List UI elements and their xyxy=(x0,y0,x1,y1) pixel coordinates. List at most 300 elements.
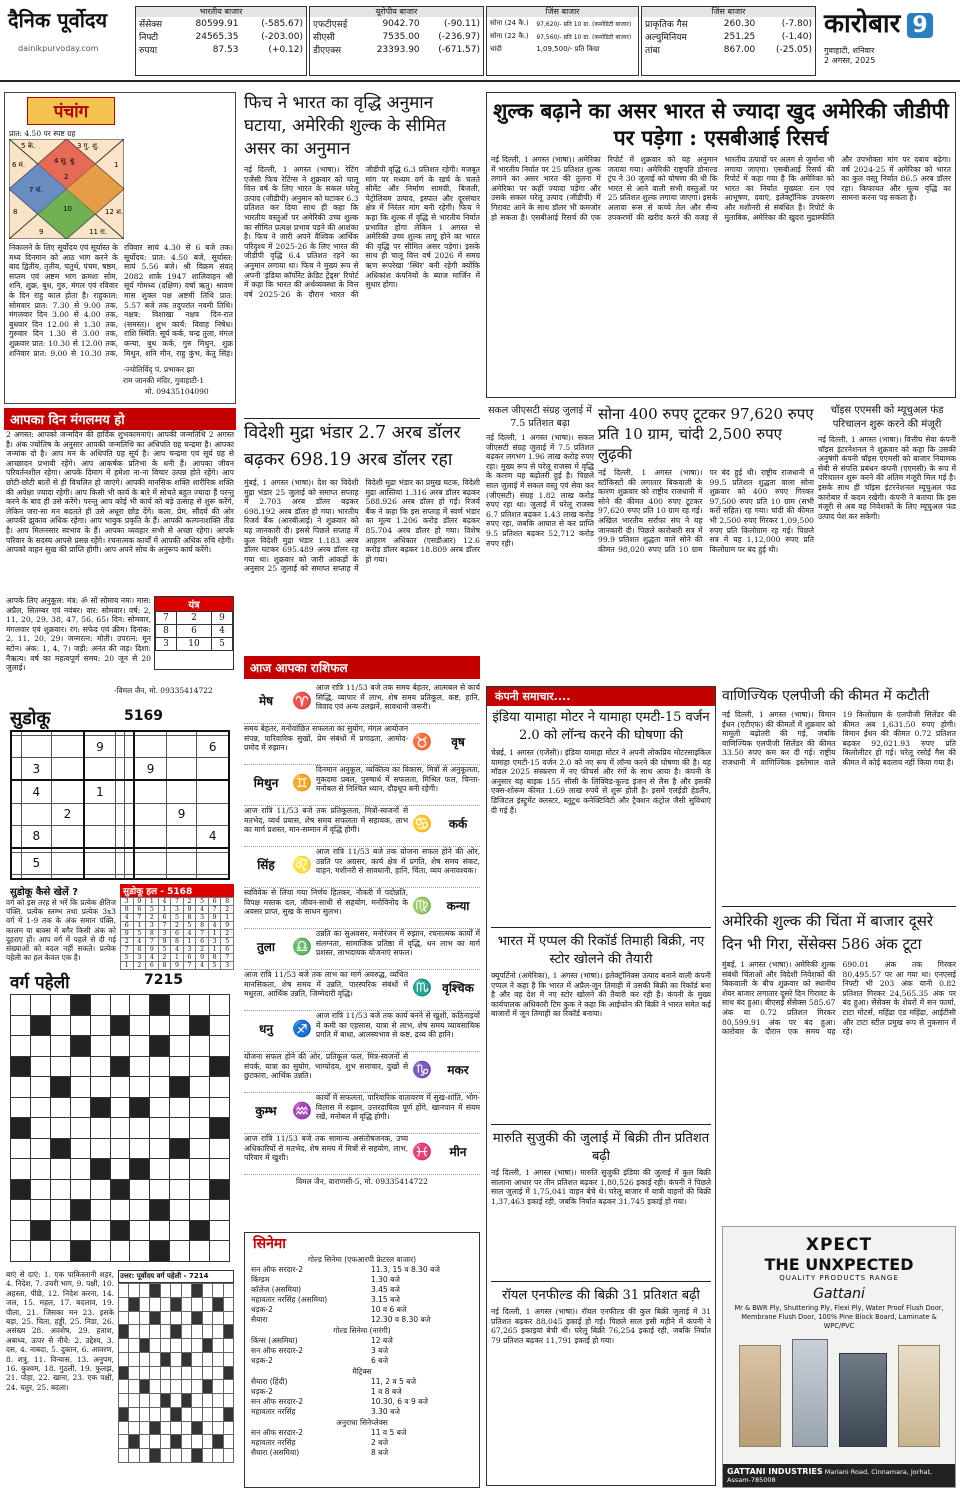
crossword-cell[interactable] xyxy=(70,1118,90,1139)
sudoku-cell[interactable] xyxy=(166,852,197,874)
crossword-cell[interactable] xyxy=(110,1241,130,1262)
crossword-solution-cell xyxy=(171,1435,181,1449)
crossword-solution-cell xyxy=(160,1284,170,1298)
sudoku-cell[interactable] xyxy=(134,852,166,874)
birthday-author: -विमल जैन, मो. 09335414722 xyxy=(114,686,213,695)
sudoku-solution-cell: 9 xyxy=(221,922,234,930)
sudoku-cell[interactable] xyxy=(197,780,229,803)
crossword-solution-cell xyxy=(202,1352,212,1366)
crossword-solution-cell xyxy=(129,1421,139,1435)
crossword-cell[interactable] xyxy=(30,1179,50,1200)
sudoku-cell[interactable] xyxy=(166,825,197,848)
crossword-cell[interactable] xyxy=(210,1200,230,1221)
zodiac-icon: ♈ xyxy=(292,691,312,710)
sudoku-cell[interactable]: 5 xyxy=(21,852,52,874)
rashi-name: कन्या xyxy=(446,899,470,913)
rashi-text: आज रात्रि 11/53 बजे तक समय बेहतर, आत्मबल से कार्य सिद्धि, व्यापार में लाभ, शेष समय प्रतिकूल, कष्ट, हानि, विवाद एवं अन्य उलझनें, सावधानी जरूरी। xyxy=(315,683,480,712)
section-title: कारोबार xyxy=(824,9,901,39)
crossword-cell[interactable] xyxy=(110,1036,130,1057)
crossword-cell[interactable] xyxy=(70,1056,90,1077)
sudoku-cell[interactable] xyxy=(124,874,134,879)
sudoku-cell[interactable] xyxy=(21,874,52,879)
crossword-cell[interactable] xyxy=(170,1241,190,1262)
sudoku-cell[interactable]: 4 xyxy=(21,780,52,803)
crossword-cell[interactable] xyxy=(11,1015,31,1036)
website[interactable]: dainikpurvoday.com xyxy=(18,44,99,53)
crossword-cell[interactable] xyxy=(190,1036,210,1057)
sudoku-solution-cell: 7 xyxy=(146,938,159,946)
crossword-cell xyxy=(110,1056,130,1077)
crossword-cell[interactable] xyxy=(210,1036,230,1057)
crossword-cell[interactable] xyxy=(210,1241,230,1262)
crossword-cell[interactable] xyxy=(70,1097,90,1118)
show-times: 12 बजे xyxy=(371,1336,393,1345)
crossword-cell[interactable] xyxy=(210,1220,230,1241)
rashifal-section xyxy=(244,656,480,1228)
sudoku-cell[interactable] xyxy=(11,803,21,825)
sudoku-solution-cell: 4 xyxy=(171,946,184,954)
sudoku-cell[interactable] xyxy=(21,803,52,825)
crossword-cell[interactable] xyxy=(170,1179,190,1200)
rashi-item xyxy=(244,888,480,929)
crossword-cell[interactable] xyxy=(90,1220,110,1241)
sudoku-cell[interactable] xyxy=(124,825,134,848)
crossword-cell[interactable] xyxy=(90,1138,110,1159)
sudoku-cell[interactable] xyxy=(116,780,125,803)
laminate-image xyxy=(839,1353,887,1447)
rashi-item xyxy=(244,683,480,724)
crossword-cell[interactable] xyxy=(130,1179,150,1200)
sbi-headline: शुल्क बढ़ाने का असर भारत से ज्यादा खुद अमेरिकी जीडीपी पर पड़ेगा : एसबीआई रिसर्च xyxy=(493,98,949,150)
sudoku-cell[interactable] xyxy=(197,758,229,781)
crossword-cell[interactable] xyxy=(30,1241,50,1262)
sudoku-cell[interactable] xyxy=(11,780,21,803)
crossword-cell[interactable] xyxy=(210,1077,230,1098)
crossword-solution-cell xyxy=(202,1449,212,1463)
sudoku-cell[interactable] xyxy=(52,736,84,758)
sudoku-cell[interactable] xyxy=(116,758,125,781)
sudoku-cell[interactable]: 2 xyxy=(52,803,84,825)
crossword-cell[interactable] xyxy=(90,1200,110,1221)
crossword-cell xyxy=(110,1179,130,1200)
crossword-cell[interactable] xyxy=(150,1179,170,1200)
crossword-cell[interactable] xyxy=(70,1179,90,1200)
crossword-cell[interactable] xyxy=(170,1159,190,1180)
sudoku-cell[interactable] xyxy=(166,758,197,781)
sudoku-cell[interactable] xyxy=(124,736,134,758)
crossword-solution-cell xyxy=(181,1421,191,1435)
crossword-solution-cell xyxy=(213,1366,223,1380)
crossword-cell[interactable] xyxy=(50,1220,70,1241)
crossword-cell[interactable] xyxy=(150,1138,170,1159)
crossword-cell[interactable] xyxy=(30,1138,50,1159)
crossword-cell[interactable] xyxy=(130,1138,150,1159)
crossword-cell[interactable] xyxy=(30,1056,50,1077)
sudoku-solution-cell: 8 xyxy=(133,946,146,954)
film-name: सैयारा (हिंदी) xyxy=(251,1377,288,1386)
sudoku-cell[interactable] xyxy=(52,825,84,848)
sudoku-cell[interactable]: 1 xyxy=(84,780,116,803)
crossword-cell[interactable] xyxy=(90,1015,110,1036)
crossword-solution-cell xyxy=(160,1339,170,1353)
crossword-cell[interactable] xyxy=(170,995,190,1016)
rashi-text: स्वविवेक से लिया गया निर्णय हितकर, नौकरी में पदोन्नति, विपक्ष मस्तक दल, जीवन-साथी से सहयोग, मनोविनोद के अवसर प्राप्त, सुख के साधन सुलभ। xyxy=(244,888,409,917)
cinema-row xyxy=(245,1397,479,1407)
crossword-cell xyxy=(130,1159,150,1180)
crossword-cell[interactable] xyxy=(130,995,150,1016)
sudoku-cell[interactable] xyxy=(84,803,116,825)
crossword-cell[interactable] xyxy=(170,1036,190,1057)
sudoku-cell[interactable] xyxy=(124,780,134,803)
cinema-row xyxy=(245,1387,479,1397)
cinema-row xyxy=(245,1275,479,1285)
crossword-cell[interactable] xyxy=(190,1097,210,1118)
sudoku-solution-cell: 2 xyxy=(121,938,134,946)
sudoku-cell[interactable]: 6 xyxy=(197,736,229,758)
crossword-cell[interactable] xyxy=(30,1118,50,1139)
crossword-cell[interactable] xyxy=(130,1118,150,1139)
rashi-text: दिनमान अनुकूल, व्यक्तित्व का विकास, मित्रों से अनुकूलता, मुकदमा प्रबल, पुरुषार्थ में सफलता, मिश्रित फल, चिन्ता-मनोबल से निश्चित ध्यान, दौड़धूप बनी रहेगी। xyxy=(315,765,480,794)
cinema-hall: अनुराधा सिनेप्लेक्स xyxy=(336,1418,388,1427)
crossword-cell[interactable] xyxy=(210,1159,230,1180)
crossword-cell[interactable] xyxy=(130,1015,150,1036)
crossword-cell xyxy=(110,1220,130,1241)
crossword-cell[interactable] xyxy=(190,1056,210,1077)
crossword-cell xyxy=(190,1220,210,1241)
sudoku-cell[interactable] xyxy=(197,874,229,879)
sudoku-cell[interactable] xyxy=(124,803,134,825)
sudoku-cell[interactable] xyxy=(11,825,21,848)
kundli-cell: 3 गु. शु. xyxy=(77,142,100,150)
crossword-cell[interactable] xyxy=(90,1056,110,1077)
sudoku-section xyxy=(4,704,236,969)
crossword-cell[interactable] xyxy=(170,1015,190,1036)
sudoku-cell[interactable] xyxy=(52,758,84,781)
sudoku-cell[interactable] xyxy=(11,874,21,879)
crossword-cell[interactable] xyxy=(70,1015,90,1036)
crossword-cell[interactable] xyxy=(190,1077,210,1098)
crossword-cell xyxy=(50,1077,70,1098)
crossword-cell[interactable] xyxy=(170,1118,190,1139)
section-header xyxy=(824,4,956,78)
crossword-cell[interactable] xyxy=(11,1241,31,1262)
crossword-cell[interactable] xyxy=(210,995,230,1016)
crossword-cell[interactable] xyxy=(190,1138,210,1159)
crossword-solution-cell xyxy=(202,1284,212,1298)
crossword-cell[interactable] xyxy=(11,1220,31,1241)
crossword-solution-cell xyxy=(223,1325,233,1339)
sudoku-cell[interactable]: 4 xyxy=(197,825,229,848)
market-row: चांदी 1,09,500/- प्रति किग्रा xyxy=(490,45,600,53)
yamaha-body: चेन्नई, 1 अगस्त (एजेंसी)। इंडिया यामाहा मोटर ने अपनी लोकप्रिय मोटरसाइकिल यामाहा एमटी-15 वर्जन 2.0 को नए रूप में लॉन्च करने की घोषणा की है। यह मॉडल 2025 संस्करण में नए फीचर्स और रंगों के साथ आया है। कंपनी के अनुसार यह बाइक 155 सीसी के लिक्विड-कूल्ड इंजन से लैस है और इसकी एक्स-शोरूम कीमत 1.69 लाख रुपये से शुरू होती है। इसमें एलईडी हेडलैंप, डिजिटल इंस्ट्रूमेंट क्लस्टर, ब्लूटूथ कनेक्टिविटी और ट्रैक्शन कंट्रोल जैसी सुविधाएं दी गई हैं। xyxy=(491,748,711,815)
crossword-cell[interactable] xyxy=(90,1077,110,1098)
crossword-cell[interactable] xyxy=(130,1036,150,1057)
crossword-solution-cell xyxy=(181,1311,191,1325)
crossword-cell[interactable] xyxy=(50,995,70,1016)
crossword-cell[interactable] xyxy=(190,1118,210,1139)
crossword-cell[interactable] xyxy=(50,1241,70,1262)
crossword-cell[interactable] xyxy=(70,1159,90,1180)
crossword-cell[interactable] xyxy=(110,1200,130,1221)
crossword-cell[interactable] xyxy=(130,1077,150,1098)
show-times: 3.30 बजे xyxy=(371,1407,400,1416)
crossword-cell[interactable] xyxy=(50,1056,70,1077)
film-name: धड़क-2 xyxy=(251,1387,273,1396)
sudoku-solution-cell: 6 xyxy=(183,954,196,962)
crossword-cell xyxy=(170,1138,190,1159)
sudoku-solution-cell: 1 xyxy=(208,946,221,954)
crossword-cell[interactable] xyxy=(11,995,31,1016)
crossword-cell[interactable] xyxy=(190,1241,210,1262)
crossword-solution-cell xyxy=(181,1394,191,1408)
crossword-cell[interactable] xyxy=(70,1220,90,1241)
sudoku-cell[interactable] xyxy=(134,736,166,758)
crossword-cell[interactable] xyxy=(210,1015,230,1036)
crossword-cell[interactable] xyxy=(11,1200,31,1221)
crossword-solution-cell xyxy=(181,1366,191,1380)
sudoku-cell[interactable] xyxy=(84,825,116,848)
sudoku-cell[interactable] xyxy=(21,736,52,758)
crossword-cell[interactable] xyxy=(150,1056,170,1077)
sudoku-cell[interactable] xyxy=(116,825,125,848)
crossword-cell[interactable] xyxy=(11,1097,31,1118)
crossword-solution-cell xyxy=(150,1311,160,1325)
crossword-cell[interactable] xyxy=(170,1056,190,1077)
zodiac-icon: ♓ xyxy=(412,1142,432,1161)
crossword-grid[interactable] xyxy=(10,994,230,1262)
sudoku-solution-cell: 2 xyxy=(133,962,146,970)
crossword-cell[interactable] xyxy=(110,1118,130,1139)
rashi-item xyxy=(244,724,480,765)
show-times: 6 बजे xyxy=(371,1356,389,1365)
crossword-solution-cell xyxy=(160,1380,170,1394)
crossword-cell xyxy=(190,1015,210,1036)
crossword-cell[interactable] xyxy=(70,1077,90,1098)
crossword-cell[interactable] xyxy=(110,1097,130,1118)
crossword-cell[interactable] xyxy=(150,1097,170,1118)
crossword-solution-cell xyxy=(119,1435,129,1449)
crossword-cell[interactable] xyxy=(210,1097,230,1118)
sudoku-solution-cell: 7 xyxy=(158,922,171,930)
sudoku-cell[interactable] xyxy=(116,852,125,874)
crossword-cell[interactable] xyxy=(30,1159,50,1180)
crossword-solution-cell xyxy=(139,1339,149,1353)
crossword-cell[interactable] xyxy=(150,1118,170,1139)
crossword-solution-cell xyxy=(150,1435,160,1449)
crossword-cell[interactable] xyxy=(130,1241,150,1262)
crossword-cell[interactable] xyxy=(50,1118,70,1139)
sudoku-grid[interactable] xyxy=(10,730,230,880)
birthday-text: 2 अगस्त: आपको जन्मदिन की हार्दिक शुभकामनाएं। आपकी जन्मतिथि 2 अगस्त है। अंक ज्योतिष के अनुसार आपकी जन्मतिथि का अधिपति ग्रह चन्द्रमा है। आपका जन्मांक दो है। आप मन के अधिपति ग्रह सूर्य है। आप चन्द्रमा एवं सूर्य ग्रह से आच्छादन प्रभावी रहेंगे। आप आकर्षक प्रतिभा के धनी हैं। आपका जीवन परिवर्तनशील रहेगा। आपके दिमाग में हमेशा ना-ना विचार उत्पन्न होते रहेंगे। आप छोटी-छोटी बातों से ही विचलित हो जाएंगे। आपकी मानसिक शक्ति शारीरिक शक्ति की अपेक्षा ज्यादा रहेगी। आप किसी भी कार्य के बारे में सोचते बहुत ज्यादा हैं परन्तु करने के बाद ही उसे करेंगे। परन्तु आप कोई भी कार्य को बड़े उत्साह से शुरू करेंगे, लेकिन जरा-सा मन बदलते ही उसे अधूरा छोड़ देंगे। कला, प्रेम, सौंदर्य की ओर आपकी झुकाव अधिक रहेगा। आप भावुक प्रकृति के हैं। आपकी कल्पनाशक्ति तीव्र है। आप मिलनसार स्वभाव के हैं। आपका व्यवहार सभी से अच्छा रहेगा। आपके परिवार के सदस्य आपसे प्रसन्न रहेंगे। रचनात्मक कार्यों में आपकी अधिक रुचि रहेगी। आपको वाहन सुख की प्राप्ति होगी। आप अपने सोच के अनुरूप कार्य करेंगे। xyxy=(6,430,234,555)
crossword-solution-cell xyxy=(119,1352,129,1366)
sudoku-cell[interactable] xyxy=(134,825,166,848)
sudoku-solution-cell: 4 xyxy=(183,930,196,938)
crossword-solution-cell xyxy=(171,1297,181,1311)
sudoku-cell[interactable] xyxy=(197,803,229,825)
sudoku-solution-cell: 8 xyxy=(171,938,184,946)
crossword-cell[interactable] xyxy=(130,1056,150,1077)
crossword-cell[interactable] xyxy=(50,1015,70,1036)
crossword-cell[interactable] xyxy=(190,1200,210,1221)
crossword-solution-cell xyxy=(119,1421,129,1435)
sudoku-cell[interactable]: 9 xyxy=(84,736,116,758)
divider xyxy=(244,418,480,419)
sudoku-cell[interactable] xyxy=(134,874,166,879)
crossword-cell[interactable] xyxy=(190,995,210,1016)
crossword-cell[interactable] xyxy=(110,1159,130,1180)
crossword-solution-cell xyxy=(223,1297,233,1311)
sudoku-cell[interactable] xyxy=(11,758,21,781)
crossword-solution-cell xyxy=(192,1435,202,1449)
crossword-cell[interactable] xyxy=(130,1200,150,1221)
crossword-cell[interactable] xyxy=(190,1179,210,1200)
sudoku-cell[interactable]: 9 xyxy=(166,803,197,825)
sudoku-cell[interactable] xyxy=(134,780,166,803)
crossword-solution-cell xyxy=(223,1421,233,1435)
fitch-body: नई दिल्ली, 1 अगस्त (भाषा)। रेटिंग एजेंसी फिच रेटिंग्स ने शुक्रवार को चालू वित्त वर्ष के लिए भारत के सकल घरेलू उत्पाद (जीडीपी) अनुमान को घटाकर 6.3 प्रतिशत कर दिया साथ ही कहा कि भारतीय वस्तुओं पर अमेरिकी उच्च शुल्क का सीमित प्रत्यक्ष प्रभाव पड़ने की आशंका है। फिच ने जारी अपने वैश्विक आर्थिक परिदृश्य में 2025-26 के लिए भारत की जीडीपी वृद्धि 6.4 प्रतिशत रहने का अनुमान लगाया था। फिच ने मुख्य रूप से अपनी 'इंडिया कॉर्पोरेट क्रेडिट ट्रेंड्स' रिपोर्ट में कहा कि भारत की अर्थव्यवस्था के वित्त वर्ष 2025-26 के दौरान भारत की जीडीपी वृद्धि 6.3 प्रतिशत रहेगी। मजबूत मांग पर मध्यम वर्ग के खर्च के चलते सीमेंट और निर्माण सामग्री, बिजली, पेट्रोलियम उत्पाद, इस्पात और दूरसंचार क्षेत्र में निरंतर मांग बनी रहेगी। फिच ने कहा कि शुल्क में वृद्धि से भारतीय निर्यात प्रभावित होगा लेकिन 1 अगस्त से अमेरिकी उच्च शुल्क लागू होने का भारत की वृद्धि पर सीमित असर पड़ेगा। इसके साथ ही चालू वित्त वर्ष 2026 में समग्र ऋण रूपरेखा 'स्थिर' बनी रहेगी क्योंकि अधिकांश कंपनियों के ब्याज मार्जिन में सुधार होगा। xyxy=(244,165,480,299)
crossword-cell[interactable] xyxy=(50,1200,70,1221)
sudoku-cell[interactable] xyxy=(52,874,84,879)
crossword-solution-cell xyxy=(223,1435,233,1449)
crossword-cell[interactable] xyxy=(50,1097,70,1118)
sudoku-solution-cell: 9 xyxy=(133,898,146,906)
crossword-cell[interactable] xyxy=(90,1118,110,1139)
sudoku-solution-grid xyxy=(120,897,234,970)
crossword-solution-cell xyxy=(192,1407,202,1421)
sudoku-solution-cell: 2 xyxy=(146,914,159,922)
crossword-solution-cell xyxy=(171,1339,181,1353)
crossword-cell[interactable] xyxy=(150,1015,170,1036)
sudoku-cell[interactable] xyxy=(11,852,21,874)
show-times: 3 बजे xyxy=(371,1346,389,1355)
show-times: 1 व 8 बजे xyxy=(371,1387,402,1396)
crossword-cell[interactable] xyxy=(70,1138,90,1159)
sudoku-cell[interactable] xyxy=(166,780,197,803)
sudoku-cell[interactable] xyxy=(116,874,125,879)
sudoku-cell[interactable] xyxy=(116,736,125,758)
zodiac-icon: ♉ xyxy=(412,732,432,751)
sudoku-cell[interactable] xyxy=(134,803,166,825)
sudoku-cell[interactable] xyxy=(84,758,116,781)
crossword-cell xyxy=(70,1241,90,1262)
sudoku-cell[interactable] xyxy=(52,852,84,874)
crossword-solution-cell xyxy=(129,1380,139,1394)
crossword-cell[interactable] xyxy=(190,1159,210,1180)
sudoku-cell[interactable] xyxy=(166,874,197,879)
crossword-cell[interactable] xyxy=(130,1220,150,1241)
sudoku-solution-cell: 5 xyxy=(208,962,221,970)
sudoku-cell[interactable] xyxy=(84,874,116,879)
crossword-cell[interactable] xyxy=(110,1077,130,1098)
crossword-cell[interactable] xyxy=(110,995,130,1016)
crossword-cell[interactable] xyxy=(30,1200,50,1221)
rashi-text: कार्यों में सफलता, पारिवारिक वातावरण में सुख-शांति, भोग-विलास में रुझान, उत्तरदायित्व पूर्ण होंगे, खानपान में संयम रखें, मनोबल में वृद्धि होगी। xyxy=(315,1093,480,1122)
crossword-solution-cell xyxy=(171,1449,181,1463)
crossword-cell[interactable] xyxy=(90,1179,110,1200)
crossword-cell[interactable] xyxy=(170,1097,190,1118)
sudoku-cell[interactable] xyxy=(52,780,84,803)
crossword-cell[interactable] xyxy=(30,1097,50,1118)
crossword-cell[interactable] xyxy=(90,995,110,1016)
sudoku-solution-cell: 6 xyxy=(221,946,234,954)
sudoku-cell[interactable]: 8 xyxy=(21,825,52,848)
crossword-cell[interactable] xyxy=(90,1241,110,1262)
sudoku-cell[interactable] xyxy=(124,852,134,874)
crossword-cell[interactable] xyxy=(11,1036,31,1057)
sudoku-cell[interactable] xyxy=(11,736,21,758)
film-name: धड़क-2 xyxy=(251,1305,273,1314)
rashi-item xyxy=(244,765,480,806)
sudoku-cell[interactable]: 3 xyxy=(21,758,52,781)
crossword-solution-cell xyxy=(213,1435,223,1449)
crossword-cell[interactable] xyxy=(50,1179,70,1200)
crossword-cell[interactable] xyxy=(50,1036,70,1057)
sudoku-solution xyxy=(120,884,234,969)
fitch-headline: फिच ने भारत का वृद्धि अनुमान घटाया, अमेरिकी शुल्क के सीमित असर का अनुमान xyxy=(244,93,446,159)
sudoku-cell[interactable] xyxy=(197,852,229,874)
kundli-chart xyxy=(9,139,124,239)
sudoku-cell[interactable]: 9 xyxy=(134,758,166,781)
market-row: रुपया 87.53 (+0.12) xyxy=(139,44,303,56)
crossword-cell[interactable] xyxy=(30,995,50,1016)
crossword-cell[interactable] xyxy=(11,1138,31,1159)
crossword-solution-cell xyxy=(129,1339,139,1353)
crossword-solution-cell xyxy=(192,1325,202,1339)
crossword-solution-cell xyxy=(150,1394,160,1408)
apple-headline: भारत में एप्पल की रिकॉर्ड तिमाही बिक्री, नए स्टोर खोलने की तैयारी xyxy=(497,934,705,967)
crossword-solution-cell xyxy=(119,1407,129,1421)
sudoku-solution-cell: 9 xyxy=(146,946,159,954)
sudoku-cell[interactable] xyxy=(116,803,125,825)
choice-headline: चॉइस एएमसी को म्यूचुअल फंड परिचालन शुरू करने की मंजूरी xyxy=(830,405,944,430)
crossword-cell[interactable] xyxy=(30,1036,50,1057)
crossword-solution-cell xyxy=(129,1297,139,1311)
zodiac-icon: ♌ xyxy=(292,855,312,874)
sudoku-cell[interactable] xyxy=(166,736,197,758)
crossword-solution-cell xyxy=(213,1449,223,1463)
commodity-box-1 xyxy=(486,6,639,76)
crossword-cell[interactable] xyxy=(90,1036,110,1057)
crossword-cell[interactable] xyxy=(110,1138,130,1159)
kundli-cell: 9 xyxy=(39,228,44,236)
sudoku-solution-cell: 2 xyxy=(196,946,209,954)
crossword-cell[interactable] xyxy=(210,1138,230,1159)
crossword-cell[interactable] xyxy=(11,1159,31,1180)
crossword-cell[interactable] xyxy=(170,1200,190,1221)
sudoku-cell[interactable] xyxy=(84,852,116,874)
crossword-cell[interactable] xyxy=(170,1220,190,1241)
sudoku-solution-cell: 4 xyxy=(158,898,171,906)
crossword-solution-cell xyxy=(213,1284,223,1298)
sudoku-cell[interactable] xyxy=(124,758,134,781)
crossword-cell[interactable] xyxy=(150,1077,170,1098)
crossword-solution-cell xyxy=(223,1352,233,1366)
crossword-cell[interactable] xyxy=(150,1220,170,1241)
sudoku-solution-cell: 9 xyxy=(208,914,221,922)
gattani-ad[interactable] xyxy=(722,1226,956,1488)
film-name: सन ऑफ सरदार-2 xyxy=(251,1397,304,1406)
film-name: महावतार नरसिंह xyxy=(251,1438,296,1447)
crossword-solution-cell xyxy=(202,1297,212,1311)
crossword-cell[interactable] xyxy=(150,1159,170,1180)
sudoku-solution-title: सुडोकू हल - 5168 xyxy=(120,884,234,897)
crossword-cell[interactable] xyxy=(50,1159,70,1180)
crossword-solution xyxy=(118,1270,234,1470)
sudoku-solution-cell: 6 xyxy=(196,938,209,946)
crossword-cell xyxy=(70,995,90,1016)
crossword-cell[interactable] xyxy=(30,1077,50,1098)
crossword-cell[interactable] xyxy=(11,1077,31,1098)
